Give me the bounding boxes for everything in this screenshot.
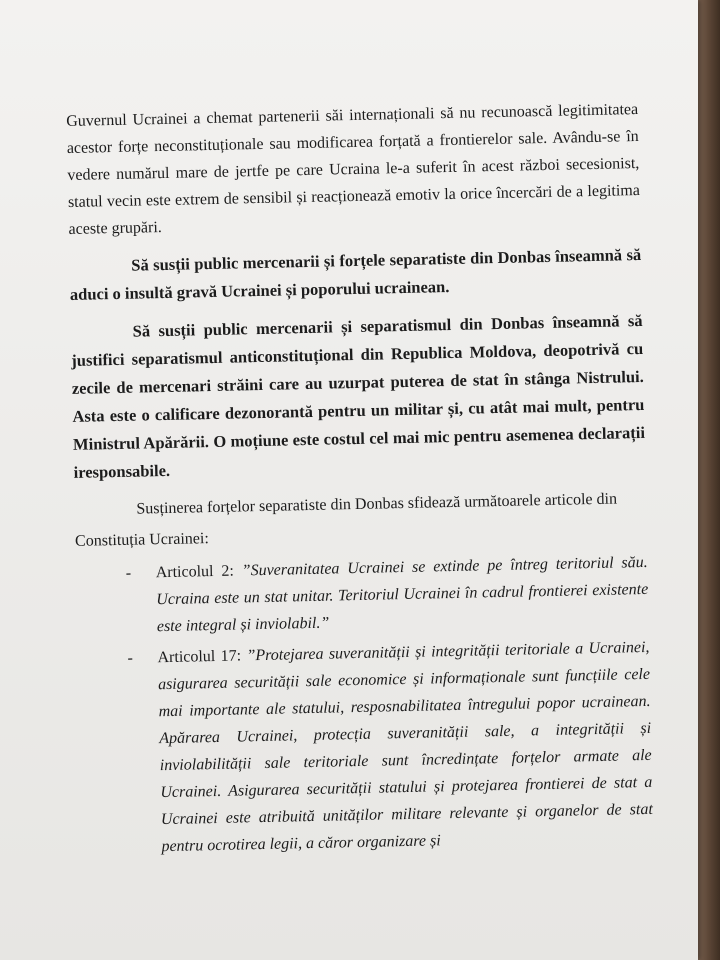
constitution-heading: Constituția Ucrainei: bbox=[74, 530, 209, 550]
paragraph-insult-ukraine: Să susții public mercenarii și forțele separatiste din Donbas înseamnă să aduci o insultă gravă Ucrainei și poporului ucrainean. bbox=[69, 244, 642, 304]
list-dash: - bbox=[127, 649, 134, 667]
paragraph-ukraine-government: Guvernul Ucrainei a chemat partenerii săi internaționali să nu recunoască legitimitatea acestor forțe neconstituționale sau modificarea forțată a frontierelor sale. Avându-se în vedere numărul mare de jertfe pe care Ucraina le-a suferit în acest război secesionist, statul vecin este extrem de sensibil și reacționează emotiv la orice încercări de a legitima aceste grupări. bbox=[66, 101, 641, 238]
list-dash: - bbox=[125, 564, 132, 582]
article-label: Articolul 17: bbox=[157, 647, 247, 667]
list-item bbox=[77, 634, 653, 862]
paragraph-constitution-intro: Susținerea forțelor separatiste din Donbas sfidează următoarele articole din bbox=[136, 490, 618, 518]
paragraph-separatism-moldova: Să susții public mercenarii și separatismul din Donbas înseamnă să justifici separatismul anticonstituțional din Republica Moldova, deopotrivă cu zecile de mercenari străini care au uzurpat puterea de stat în stânga Nistrului. Asta este o calificare dezonorantă pentru un militar și, cu atât mai mult, pentru Ministrul Apărării. O moțiune este costul cel mai mic pentru asemenea declarații iresponsabile. bbox=[71, 310, 646, 482]
article-quote: ”Suveranitatea Ucrainei se extinde pe întreg teritoriul său. Ucraina este un stat unitar. Teritoriul Ucrainei în cadrul frontierei existente este integral și inviolabil.” bbox=[156, 553, 649, 636]
list-item bbox=[75, 549, 649, 642]
article-quote: ”Protejarea suveranității și integrității teritoriale a Ucrainei, asigurarea securității sale economice și informaționale sunt funcțiile cele mai importante ale statului, resposnabilitatea întregului popor ucrainean. Apărarea Ucrainei, protecția suveranității sale, a integrității și inviolabilității sale teritoriale sunt încredințate forțelor armate ale Ucrainei. Asigurarea securității statului și protejarea frontierei de stat a Ucrainei este atribuită unităților militare relevante și organelor de stat pentru ocrotirea legii, a căror organizare și bbox=[157, 638, 653, 856]
article-label: Articolul 2: bbox=[155, 562, 242, 582]
document-body bbox=[66, 96, 654, 866]
articles-list bbox=[75, 549, 653, 862]
